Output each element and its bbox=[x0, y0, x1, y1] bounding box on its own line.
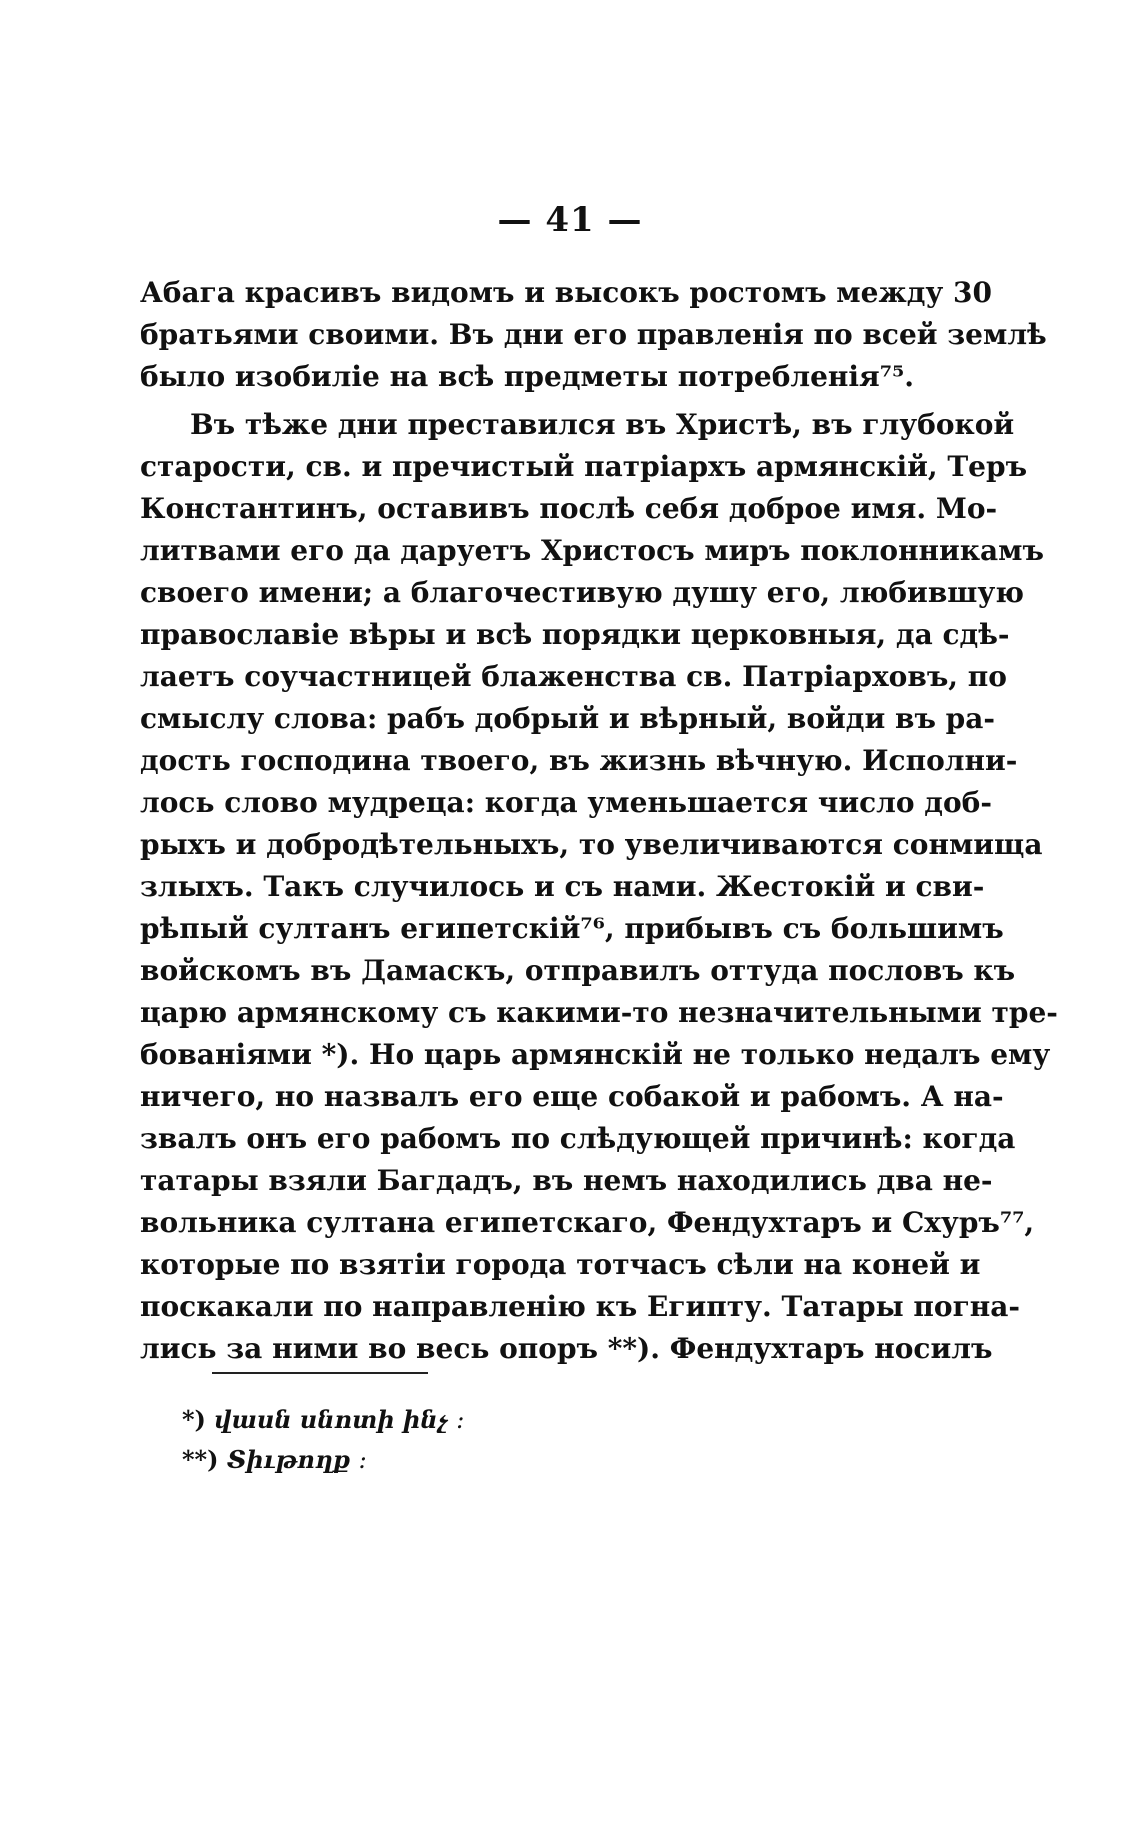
text-line: татары взяли Багдадъ, въ немъ находились два не- bbox=[140, 1164, 993, 1197]
text-line: Абага красивъ видомъ и высокъ ростомъ между 30 bbox=[140, 276, 993, 309]
text-line: вольника султана египетскаго, Фендухтаръ и Схуръ⁷⁷, bbox=[140, 1206, 1035, 1239]
footnote-mark: **) bbox=[182, 1445, 219, 1474]
footnotes bbox=[182, 1400, 464, 1480]
text-line: рѣпый султанъ египетскій⁷⁶, прибывъ съ большимъ bbox=[140, 912, 1004, 945]
text-line: которые по взятіи города тотчасъ сѣли на коней и bbox=[140, 1248, 981, 1281]
text-line: ничего, но назвалъ его еще собакой и рабомъ. А на- bbox=[140, 1080, 1004, 1113]
text-line: звалъ онъ его рабомъ по слѣдующей причинѣ: когда bbox=[140, 1122, 1016, 1155]
text-line: царю армянскому съ какими-то незначительными тре- bbox=[140, 996, 1058, 1029]
text-line: лись за ними во весь опоръ **). Фендухтаръ носилъ bbox=[140, 1332, 993, 1365]
text-line: бованіями *). Но царь армянскій не только недалъ ему bbox=[140, 1038, 1051, 1071]
text-line: своего имени; а благочестивую душу его, любившую bbox=[140, 576, 1024, 609]
text-line: Въ тѣже дни преставился въ Христѣ, въ глубокой bbox=[190, 408, 1015, 441]
text-line: дость господина твоего, въ жизнь вѣчную. Исполни- bbox=[140, 744, 1018, 777]
footnote-text: Տիւթողք ։ bbox=[226, 1445, 367, 1474]
footnote-mark: *) bbox=[182, 1405, 206, 1434]
footnote-1 bbox=[182, 1400, 464, 1440]
text-line: братьями своими. Въ дни его правленія по всей землѣ bbox=[140, 318, 1047, 351]
text-line: поскакали по направленію къ Египту. Татары погна- bbox=[140, 1290, 1021, 1323]
text-line: рыхъ и добродѣтельныхъ, то увеличиваются сонмища bbox=[140, 828, 1043, 861]
footnote-text: վասն սնոտի ինչ ։ bbox=[214, 1405, 465, 1434]
paragraph-1 bbox=[140, 272, 1047, 398]
text-line: литвами его да даруетъ Христосъ миръ поклонникамъ bbox=[140, 534, 1044, 567]
footnote-2 bbox=[182, 1440, 464, 1480]
text-line: смыслу слова: рабъ добрый и вѣрный, войди въ ра- bbox=[140, 702, 996, 735]
text-line: старости, св. и пречистый патріархъ армянскій, Теръ bbox=[140, 450, 1028, 483]
text-line: злыхъ. Такъ случилось и съ нами. Жестокій и сви- bbox=[140, 870, 985, 903]
paragraph-2 bbox=[140, 404, 1058, 1370]
footnote-divider bbox=[212, 1372, 428, 1374]
text-line: лаетъ соучастницей блаженства св. Патріарховъ, по bbox=[140, 660, 1007, 693]
text-line: Константинъ, оставивъ послѣ себя доброе имя. Мо- bbox=[140, 492, 998, 525]
page-number: — 41 — bbox=[497, 200, 643, 240]
text-line: православіе вѣры и всѣ порядки церковныя, да сдѣ- bbox=[140, 618, 1010, 651]
text-line: было изобиліе на всѣ предметы потребленія⁷⁵. bbox=[140, 360, 915, 393]
text-line: войскомъ въ Дамаскъ, отправилъ оттуда пословъ къ bbox=[140, 954, 1016, 987]
text-line: лось слово мудреца: когда уменьшается число доб- bbox=[140, 786, 992, 819]
